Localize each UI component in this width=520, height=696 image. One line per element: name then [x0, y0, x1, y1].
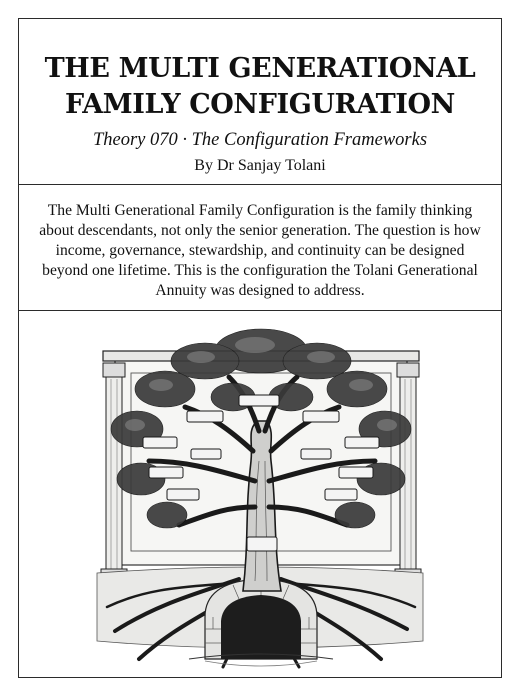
document-title [19, 19, 501, 123]
document-subtitle: Theory 070 · The Configuration Frameworks [92, 130, 428, 150]
intro-paragraph: The Multi Generational Family Configuration is the family thinking about descendants, not only the senior generation. The question is how income, governance, stewardship, and continuity can be designed beyond one lifetime. This is the configuration the Tolani Generational Annuity was designed to address. [39, 202, 481, 299]
family-tree-illustration [19, 311, 500, 677]
author-byline: By Dr Sanjay Tolani [194, 157, 326, 174]
trunk-label-plate [247, 537, 277, 551]
title-line-1: THE MULTI GENERATIONAL [44, 53, 476, 84]
intro-section [19, 185, 501, 311]
document-frame [18, 18, 502, 678]
illustration-panel [19, 311, 501, 677]
document-header [19, 19, 501, 185]
title-line-2: FAMILY CONFIGURATION [65, 89, 455, 120]
